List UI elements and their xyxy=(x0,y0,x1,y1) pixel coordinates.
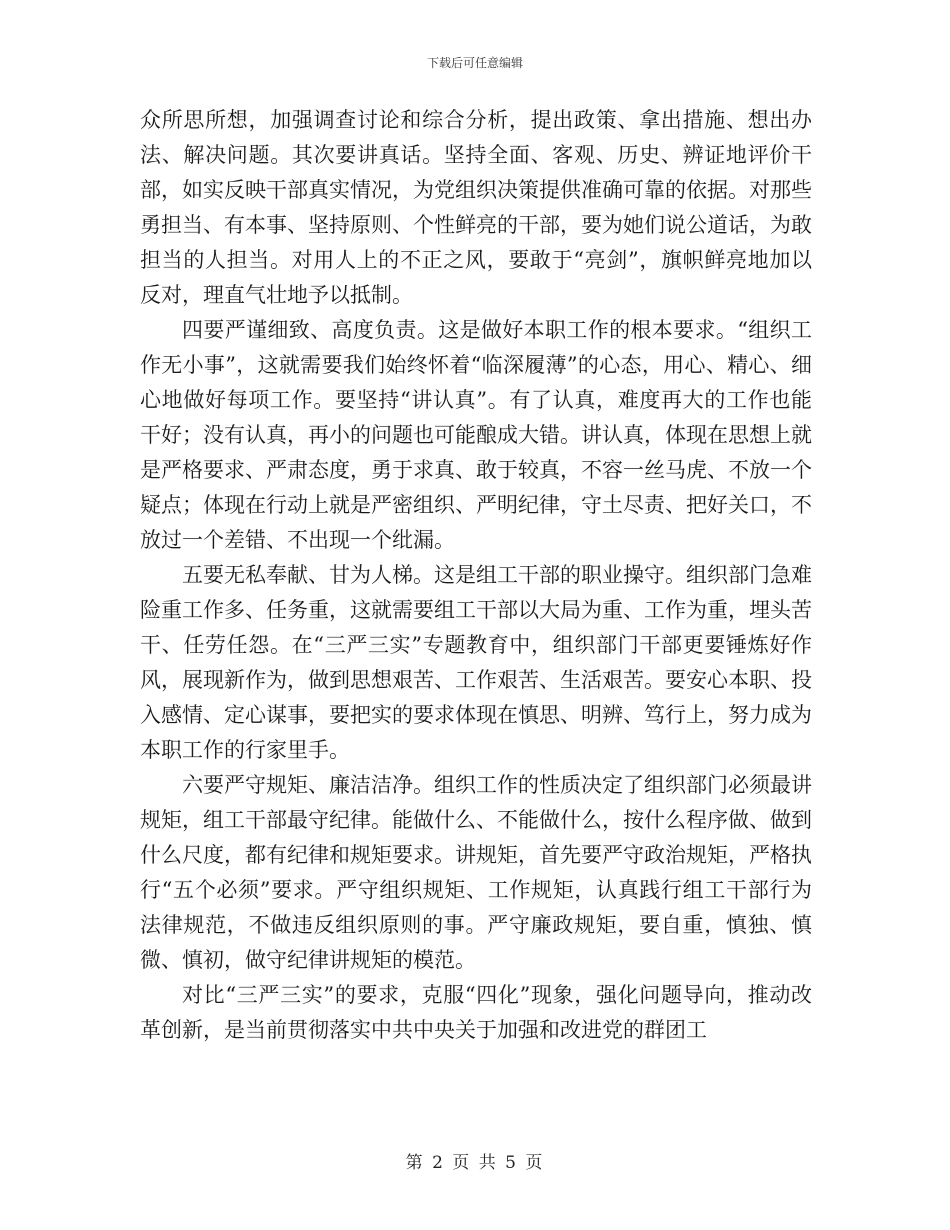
paragraph-point-six: 六要严守规矩、廉洁洁净。组织工作的性质决定了组织部门必须最讲规矩，组工干部最守纪律。能做什么、不能做什么，按什么程序做、做到什么尺度，都有纪律和规矩要求。讲规矩，首先要严守政治规矩，严格执行“五个必须”要求。严守组织规矩、工作规矩，认真践行组工干部行为法律规范，不做违反组织原则的事。严守廉政规矩，要自重，慎独、慎微、慎初，做守纪律讲规矩的模范。 xyxy=(140,773,812,972)
paragraph-point-five: 五要无私奉献、甘为人梯。这是组工干部的职业操守。组织部门急难险重工作多、任务重，这就需要组工干部以大局为重、工作为重，埋头苦干、任劳任怨。在“三严三实”专题教育中，组织部门干部更要锤炼好作风，展现新作为，做到思想艰苦、工作艰苦、生活艰苦。要安心本职、投入感情、定心谋事，要把实的要求体现在慎思、明辨、笃行上，努力成为本职工作的行家里手。 xyxy=(140,563,812,762)
paragraph-point-four: 四要严谨细致、高度负责。这是做好本职工作的根本要求。“组织工作无小事”，这就需要我们始终怀着“临深履薄”的心态，用心、精心、细心地做好每项工作。要坚持“讲认真”。有了认真，难度再大的工作也能干好；没有认真，再小的问题也可能酿成大错。讲认真，体现在思想上就是严格要求、严肃态度，勇于求真、敢于较真，不容一丝马虎、不放一个疑点；体现在行动上就是严密组织、严明纪律，守土尽责、把好关口，不放过一个差错、不出现一个纰漏。 xyxy=(140,318,812,552)
paragraph-conclusion: 对比“三严三实”的要求，克服“四化”现象，强化问题导向，推动改革创新，是当前贯彻落实中共中央关于加强和改进党的群团工 xyxy=(140,983,812,1042)
paragraph-continuation: 众所思所想，加强调查讨论和综合分析，提出政策、拿出措施、想出办法、解决问题。其次要讲真话。坚持全面、客观、历史、辨证地评价干部，如实反映干部真实情况，为党组织决策提供准确可靠的依据。对那些勇担当、有本事、坚持原则、个性鲜亮的干部，要为她们说公道话，为敢担当的人担当。对用人上的不正之风，要敢于“亮剑”，旗帜鲜亮地加以反对，理直气壮地予以抵制。 xyxy=(140,108,812,307)
header-note: 下载后可任意编辑 xyxy=(426,56,523,70)
page-number-footer: 第 2 页 共 5 页 xyxy=(405,1153,545,1173)
document-body xyxy=(140,103,812,1048)
